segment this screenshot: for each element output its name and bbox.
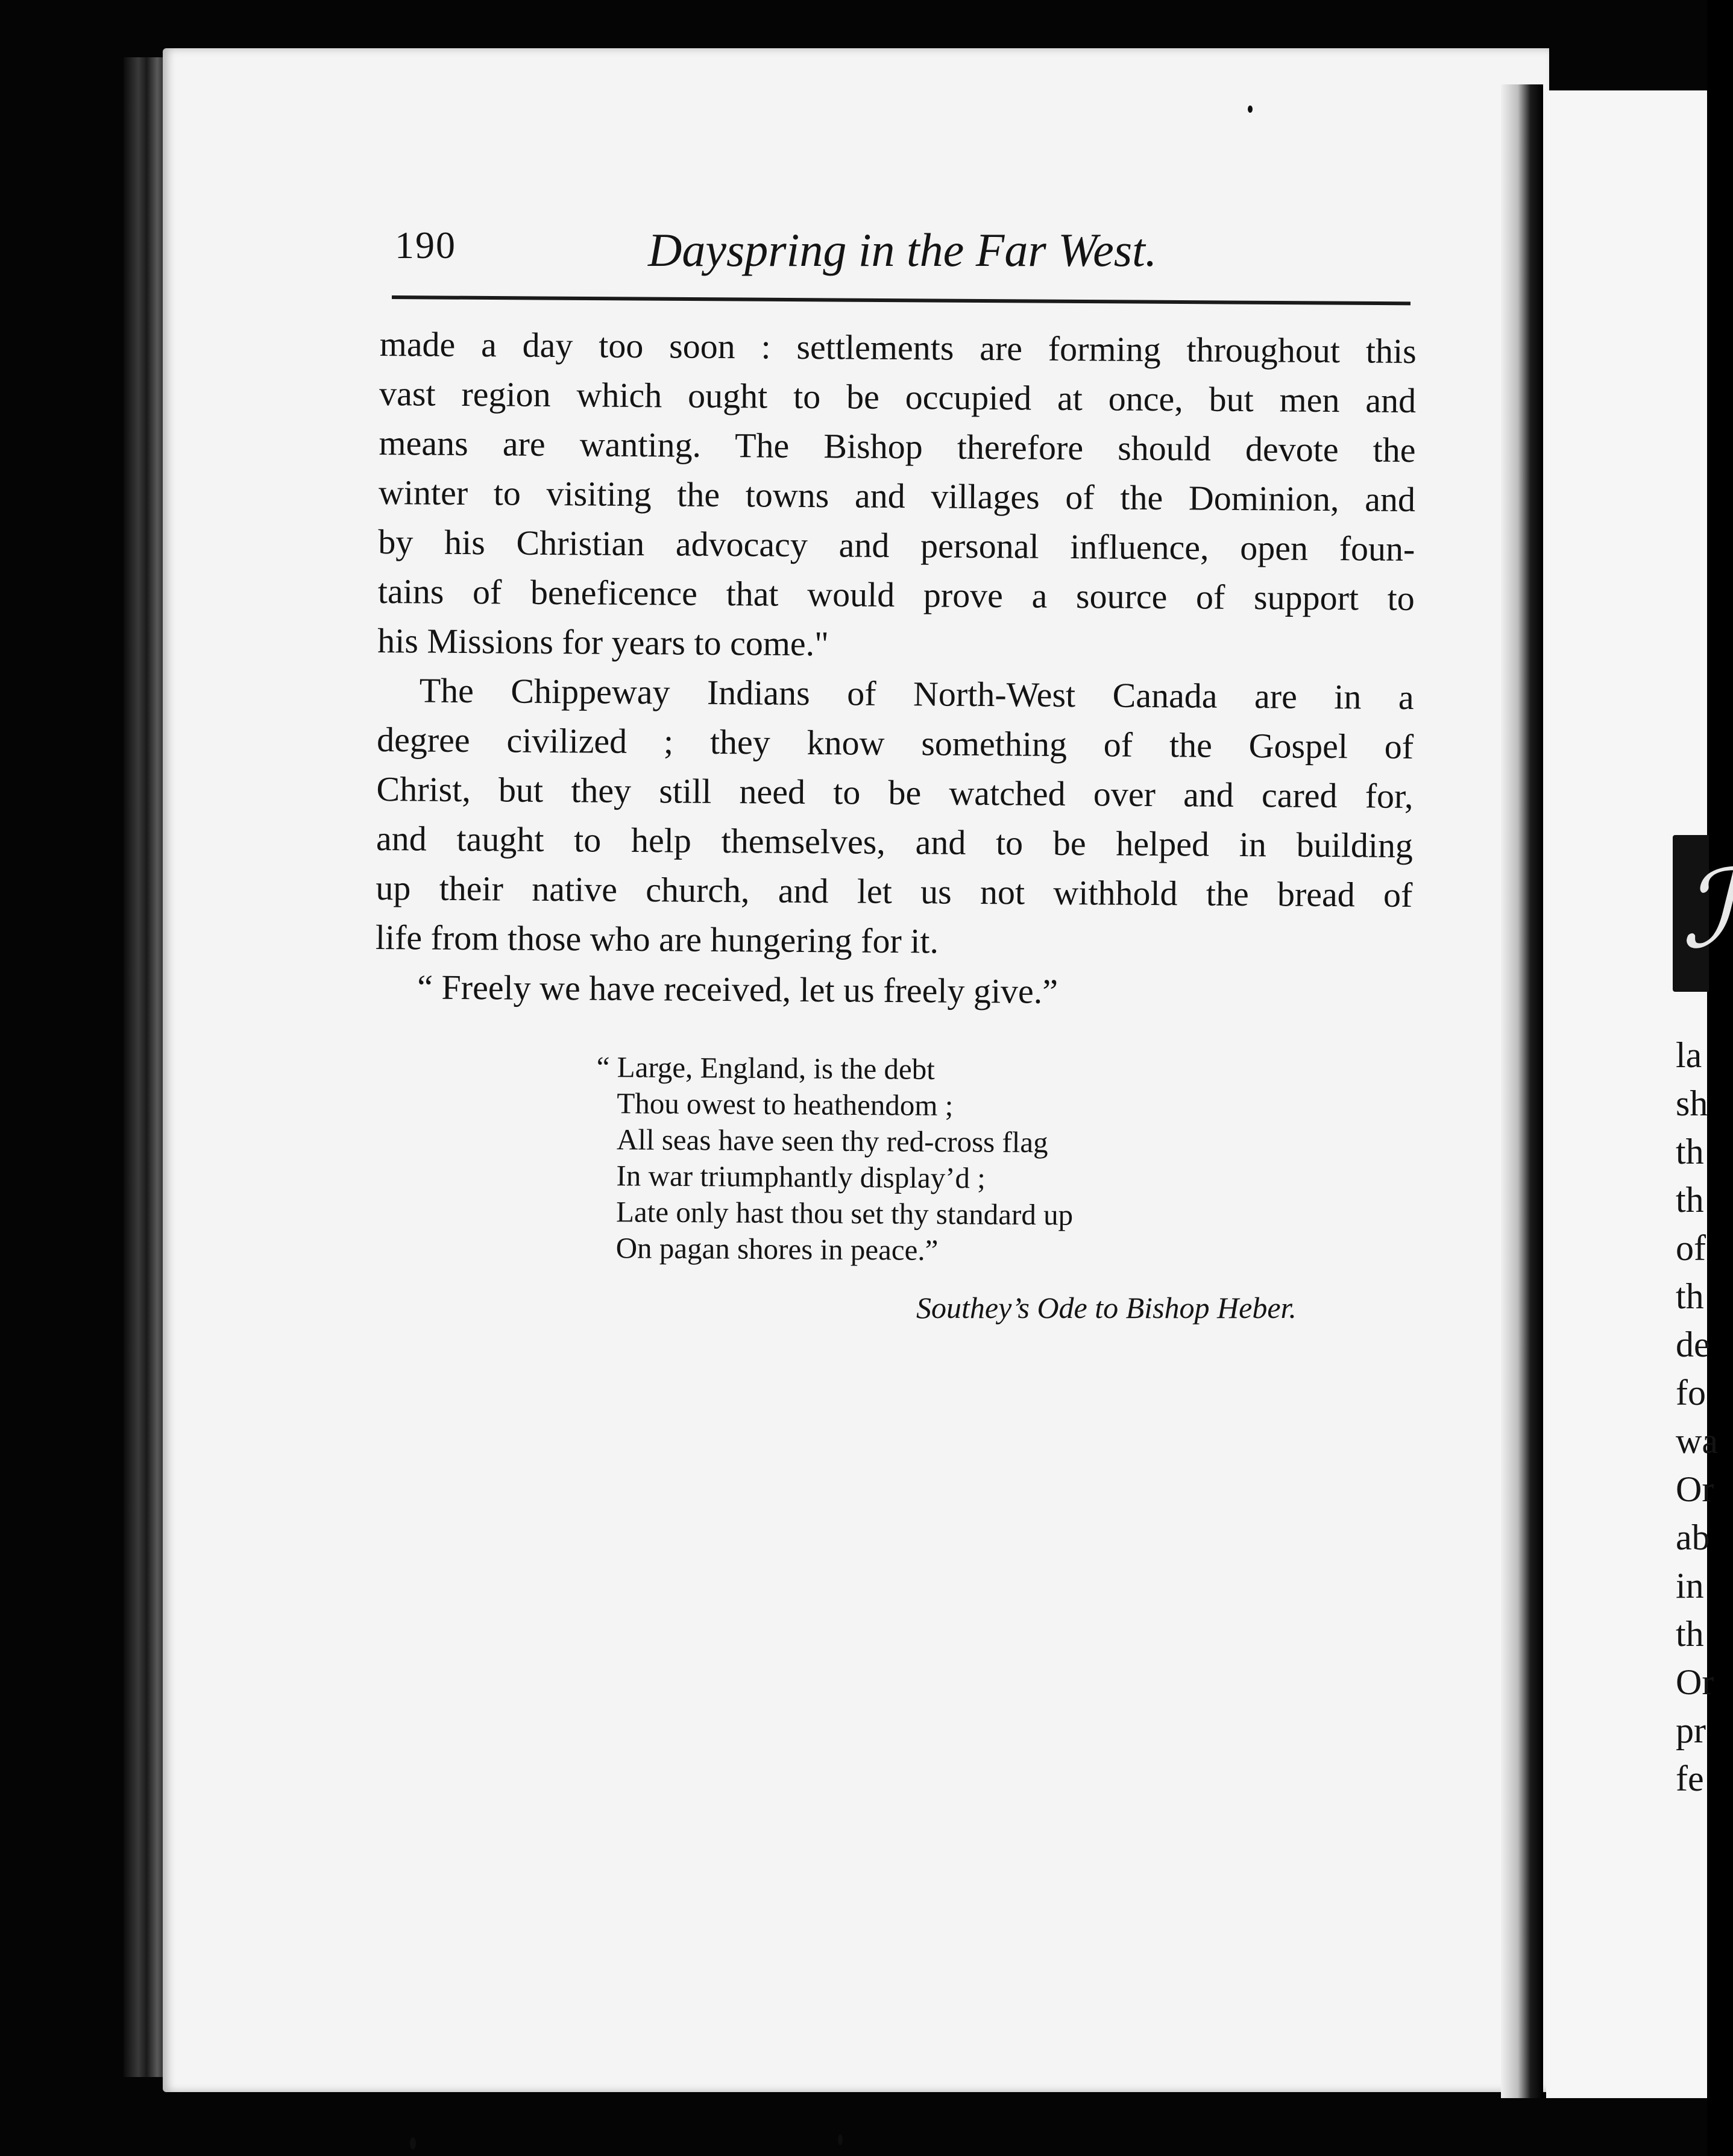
poem-line: In war triumphantly display’d ;: [616, 1159, 986, 1195]
fragment: of: [1676, 1228, 1706, 1268]
text-line: made a day too soon : settlements are forming throughout this: [379, 324, 1417, 371]
poem-quotation: [595, 1049, 1368, 1272]
book-title: Dayspring in the Far West.: [648, 224, 1157, 276]
scan-speck: [838, 2134, 843, 2145]
fragment: th: [1676, 1132, 1704, 1171]
fragment: fo: [1676, 1373, 1706, 1413]
poem-line: On pagan shores in peace.”: [615, 1231, 939, 1267]
running-head: [395, 217, 1172, 289]
scan-speck: [1248, 106, 1253, 113]
fragment: th: [1676, 1276, 1704, 1316]
poem-line: “ Large, England, is the debt: [596, 1050, 936, 1086]
text-line: up their native church, and let us not withhold the bread of: [376, 868, 1413, 915]
page-number: 190: [395, 224, 456, 266]
fragment: ab: [1676, 1518, 1710, 1557]
fragment: Or: [1676, 1662, 1714, 1702]
fragment: wa: [1676, 1421, 1718, 1461]
fragment: in: [1676, 1566, 1704, 1606]
text-line: and taught to help themselves, and to be helped in building: [376, 818, 1414, 865]
text-line: degree civilized ; they know something of the Gospel of: [376, 719, 1414, 766]
poem-attribution: Southey’s Ode to Bishop Heber.: [916, 1291, 1297, 1325]
text-line: vast region which ought to be occupied at once, but men and: [379, 373, 1417, 421]
fragment: de: [1676, 1325, 1710, 1364]
fragment: sh: [1676, 1083, 1708, 1123]
poem-line: All seas have seen thy red-cross flag: [616, 1123, 1048, 1159]
text-line: means are wanting. The Bishop therefore should devote the: [379, 423, 1416, 470]
fragment: Or: [1676, 1469, 1714, 1509]
text-line: “ Freely we have received, let us freely give.”: [417, 967, 1058, 1011]
fragment: th: [1676, 1614, 1704, 1654]
drop-cap-ornament-icon: ℐ: [1682, 850, 1733, 970]
text-line: The Chippeway Indians of North-West Canada are in a: [419, 670, 1414, 717]
text-line: by his Christian advocacy and personal influence, open foun-: [378, 522, 1415, 569]
text-line: life from those who are hungering for it.: [375, 917, 939, 961]
body-text: [375, 320, 1417, 1019]
text-line: winter to visiting the towns and villages of the Dominion, and: [378, 472, 1416, 519]
fragment: th: [1676, 1180, 1704, 1220]
scan-speck: [410, 2137, 416, 2149]
fragment: fe: [1676, 1759, 1704, 1798]
poem-line: Late only hast thou set thy standard up: [615, 1195, 1074, 1232]
facing-page-text-fragments: [1676, 1031, 1718, 1803]
poem-line: Thou owest to heathendom ;: [617, 1086, 954, 1123]
book-binding-edge: [124, 57, 166, 2077]
fragment: pr: [1676, 1710, 1706, 1750]
text-line: his Missions for years to come.": [377, 620, 829, 664]
page-gutter: [1501, 84, 1543, 2098]
fragment: la: [1676, 1035, 1702, 1075]
text-line: Christ, but they still need to be watched over and cared for,: [376, 769, 1414, 816]
text-line: tains of beneficence that would prove a source of support to: [377, 571, 1415, 618]
